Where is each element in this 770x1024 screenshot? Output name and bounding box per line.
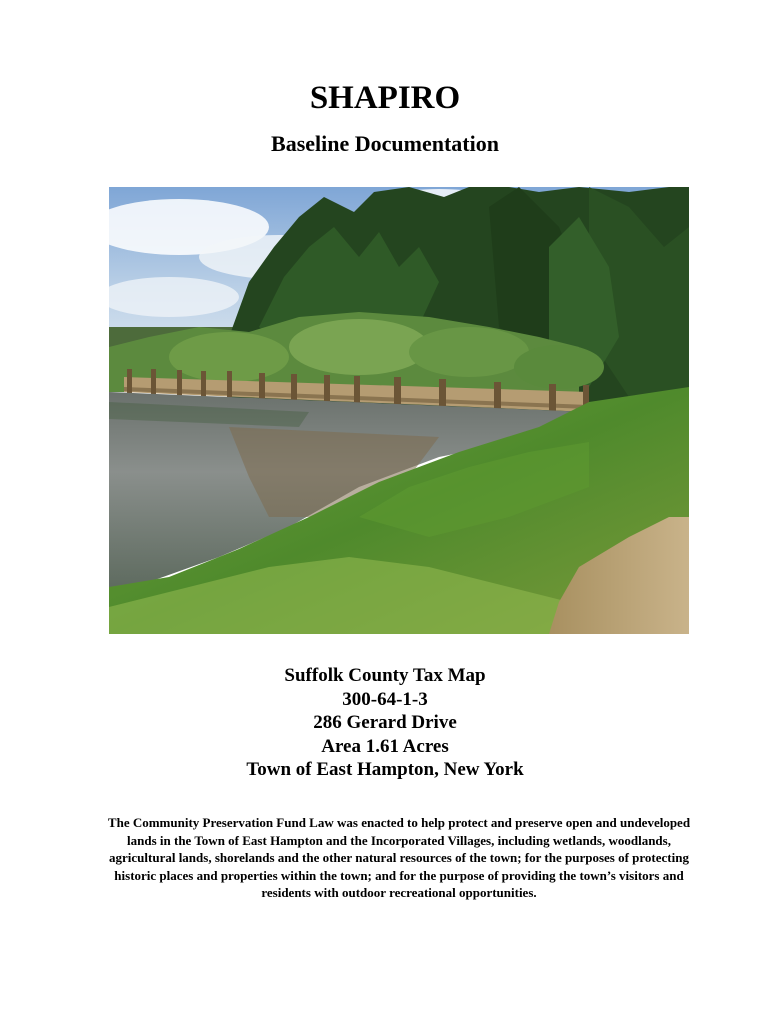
property-town: Town of East Hampton, New York [246, 759, 524, 780]
document-subtitle: Baseline Documentation [271, 131, 499, 156]
property-address: 286 Gerard Drive [313, 712, 457, 733]
shoreline-photo [109, 187, 689, 634]
property-area: Area 1.61 Acres [321, 735, 449, 757]
tax-map-number: 300-64-1-3 [342, 688, 428, 710]
document-title: SHAPIRO [309, 80, 461, 116]
cpf-description: The Community Preservation Fund Law was enacted to help protect and preserve open and undeveloped lands in the Town of East Hampton and the Incorporated Villages, including wetlands, woodlands, agricultural lands, shorelands and the other natural resources of the town; for the purposes of protecting historic places and properties within the town; and for the purpose of providing the town’s visitors and residents with outdoor recreational opportunities. [107, 815, 691, 901]
property-details [0, 664, 770, 782]
tax-map-label: Suffolk County Tax Map [284, 665, 486, 686]
